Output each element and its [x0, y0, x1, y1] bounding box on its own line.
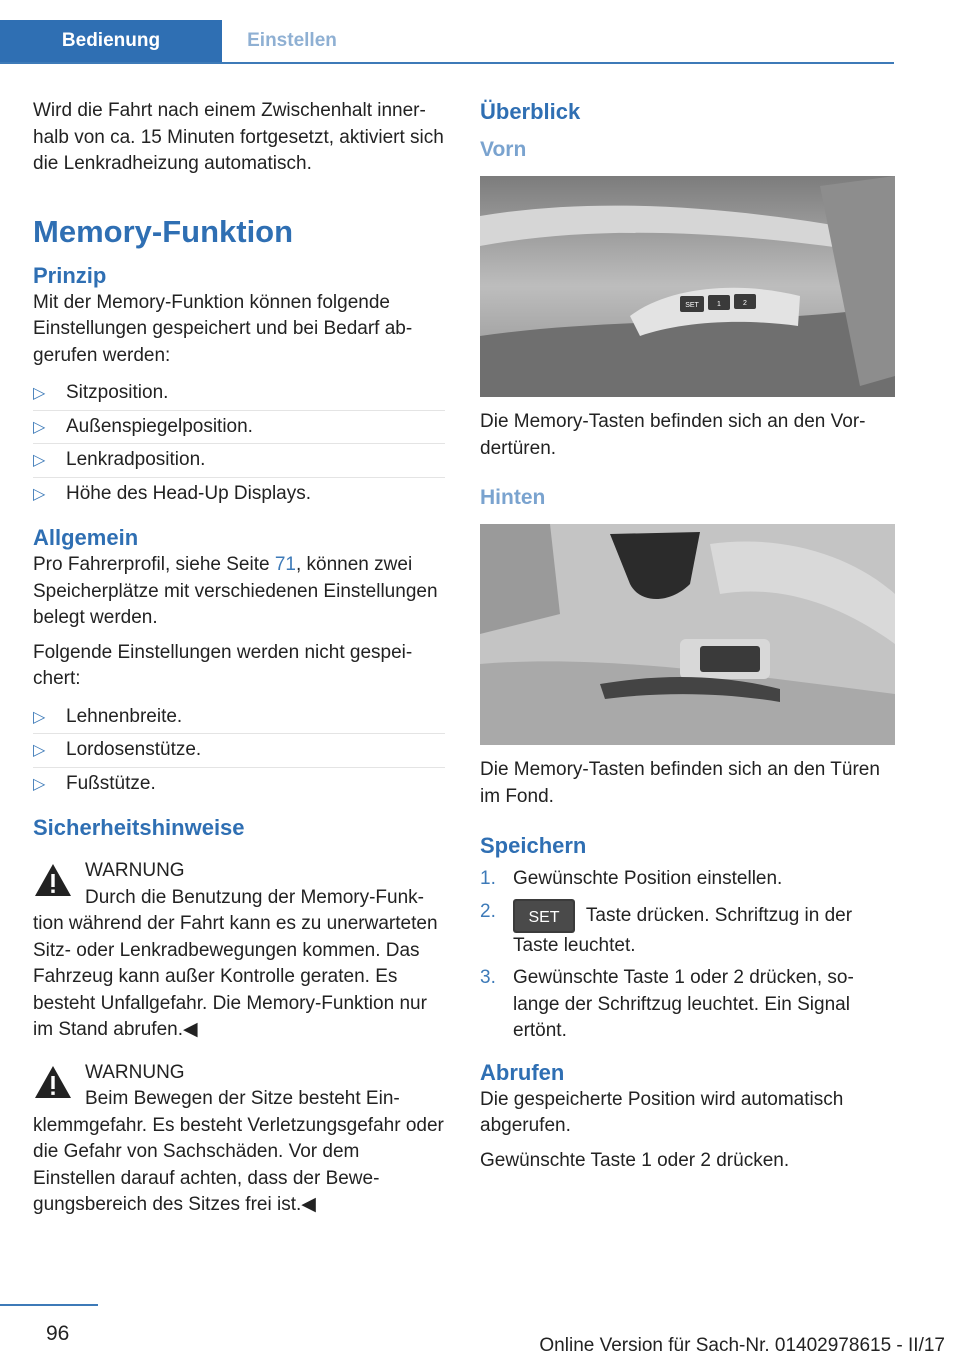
set-button-label: SET — [528, 908, 560, 926]
warning-triangle-icon — [33, 1064, 73, 1100]
triangle-bullet-icon: ▷ — [33, 742, 46, 759]
set-button-icon — [513, 899, 575, 933]
triangle-bullet-icon: ▷ — [33, 775, 46, 793]
warning-text: Durch die Benutzung der Memory-Funktion während der Fahrt kann es zu unerwarteten Sitz- oder Lenkradbewegungen kommen. Das Fahrzeug kann außer Kontrolle geraten. Es besteht Unfallgefahr. Die Memory-Funktion nur im Stand abrufen.◀ — [33, 886, 438, 1040]
list-item: ▷ Höhe des Head-Up Displays. — [33, 477, 445, 511]
list-item: ▷ Außenspiegelposition. — [33, 410, 445, 444]
set-key-label: SET — [685, 302, 699, 309]
allgemein-text: Pro Fahrerprofil, siehe Seite 71, können zwei Speicherplätze mit verschiedenen Einstellungen belegt werden. — [33, 554, 438, 628]
list-item: ▷ Fußstütze. — [33, 767, 445, 801]
page-title: Memory-Funktion — [33, 213, 294, 249]
allgemein-text2: Folgende Einstellungen werden nicht gespeichert: — [33, 641, 413, 689]
vorn-caption: Die Memory-Tasten befinden sich an den Vordertüren. — [480, 411, 866, 459]
heading-ueberblick: Überblick — [480, 99, 581, 124]
heading-prinzip: Prinzip — [33, 262, 107, 288]
online-version-footer: Online Version für Sach-Nr. 01402978615 - II/17 — [539, 1335, 945, 1356]
warning-title: WARNUNG — [85, 1061, 185, 1083]
list-item: ▷ Lordosenstütze. — [33, 733, 445, 767]
warning-text: Beim Bewegen der Sitze besteht Einklemmgefahr. Es besteht Verletzungsgefahr oder die Gefahr von Sachschäden. Vor dem Einstellen darauf achten, dass der Bewegungsbereich des Sitzes frei ist.◀ — [33, 1088, 444, 1215]
warning-triangle-icon — [33, 862, 73, 898]
abrufen-text2: Gewünschte Taste 1 oder 2 drücken. — [480, 1149, 790, 1171]
triangle-bullet-icon: ▷ — [33, 452, 46, 469]
triangle-bullet-icon: ▷ — [33, 385, 46, 402]
allgemein-list — [33, 701, 445, 801]
section-tabs — [0, 0, 894, 64]
triangle-bullet-icon: ▷ — [33, 485, 46, 503]
heading-vorn: Vorn — [480, 138, 527, 161]
intro-paragraph: Wird die Fahrt nach einem Zwischenhalt innerhalb von ca. 15 Minuten fortgesetzt, aktiviert sich die Lenkradheizung automatisch. — [33, 100, 444, 174]
list-item: 3. Gewünschte Taste 1 oder 2 drücken, solange der Schriftzug leuchtet. Ein Signal ertönt. — [480, 967, 854, 1041]
prinzip-list — [33, 377, 445, 510]
heading-sicherheitshinweise: Sicherheitshinweise — [33, 815, 245, 840]
heading-allgemein: Allgemein — [33, 525, 139, 550]
page-number: 96 — [46, 1322, 70, 1345]
page-number-bar — [0, 1304, 98, 1306]
abrufen-text: Die gespeicherte Position wird automatisch abgerufen. — [480, 1088, 844, 1136]
rear-door-photo — [480, 524, 895, 745]
triangle-bullet-icon: ▷ — [33, 418, 46, 436]
hinten-caption: Die Memory-Tasten befinden sich an den Türen im Fond. — [480, 759, 880, 807]
list-item: 1. Gewünschte Position einstellen. — [480, 868, 783, 889]
list-item: ▷ Sitzposition. — [33, 377, 445, 410]
triangle-bullet-icon: ▷ — [33, 708, 46, 726]
left-column — [33, 98, 445, 1233]
warning-title: WARNUNG — [85, 860, 185, 881]
prinzip-text: Mit der Memory-Funktion können folgende Einstellungen gespeichert und bei Bedarf abgerufen werden: — [33, 291, 413, 366]
heading-hinten: Hinten — [480, 486, 546, 509]
page-link[interactable]: 71 — [274, 554, 296, 575]
heading-abrufen: Abrufen — [480, 1059, 565, 1085]
speichern-steps — [480, 866, 892, 1045]
front-door-photo — [480, 176, 895, 397]
tab-einstellen[interactable]: Einstellen — [247, 30, 337, 51]
key-1-label: 1 — [717, 301, 721, 308]
heading-speichern: Speichern — [480, 833, 587, 858]
list-item: 2. SET Taste drücken. Schriftzug in der Taste leuchtet. — [480, 900, 853, 956]
list-item: ▷ Lenkradposition. — [33, 443, 445, 477]
right-column — [480, 98, 892, 1182]
list-item: ▷ Lehnenbreite. — [33, 701, 445, 734]
warning-block — [33, 858, 445, 1044]
warning-block — [33, 1060, 445, 1219]
key-2-label: 2 — [743, 300, 747, 307]
tab-bedienung[interactable]: Bedienung — [0, 20, 222, 62]
